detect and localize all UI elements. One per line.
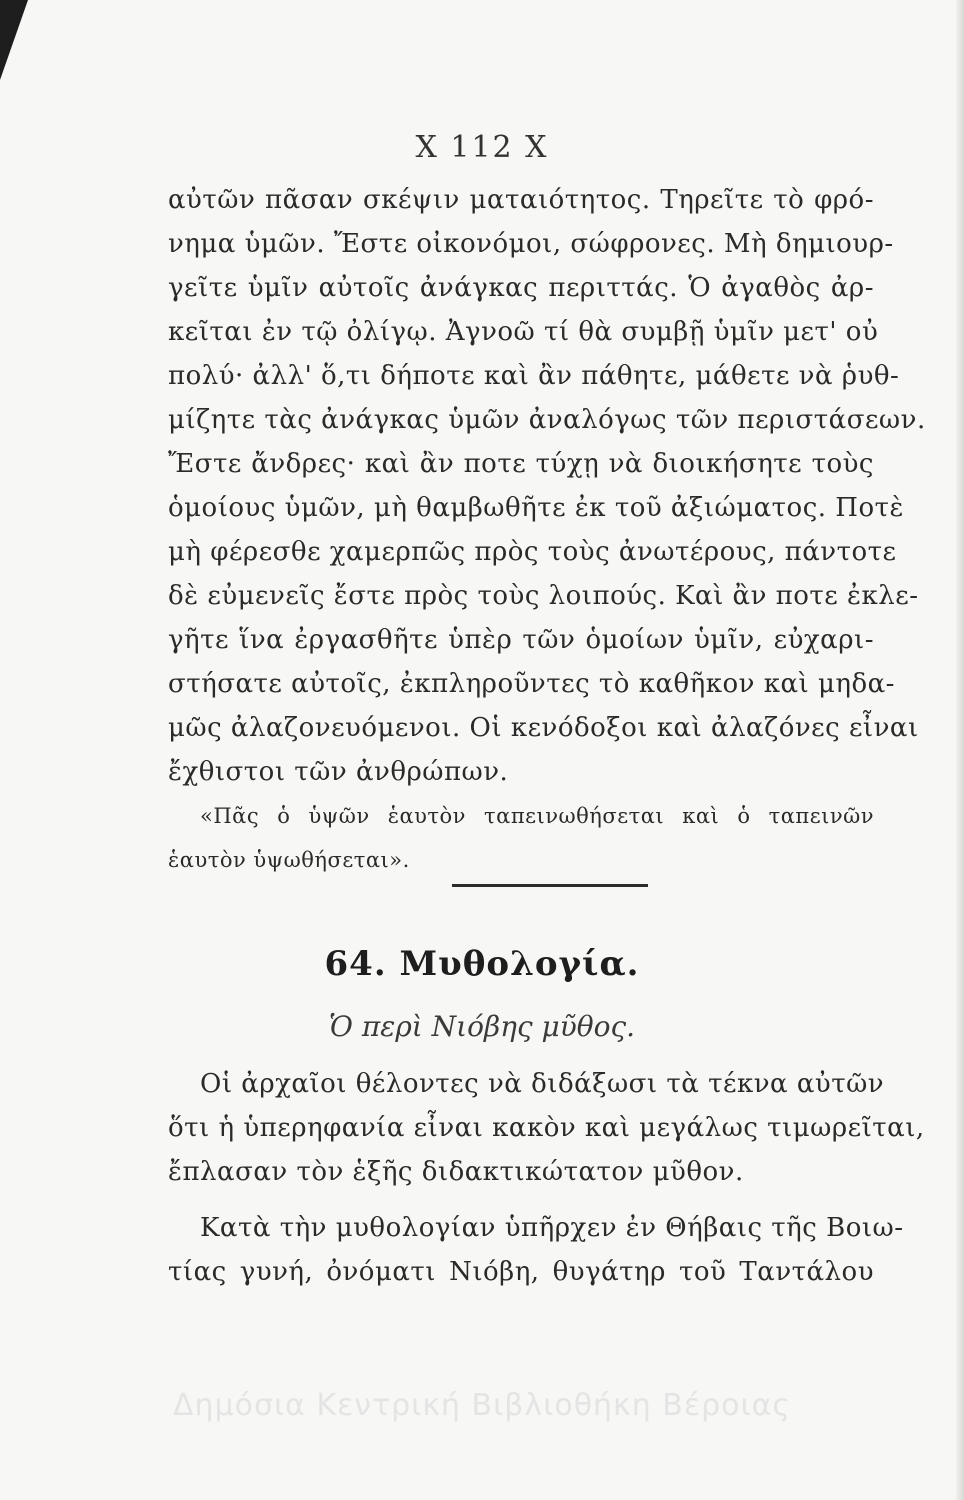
text-line: ἔπλασαν τὸν ἑξῆς διδακτικώτατον μῦθον. bbox=[168, 1157, 744, 1187]
section-subtitle: Ὁ περὶ Νιόβης μῦθος. bbox=[328, 1010, 636, 1043]
text-line: Κατὰ τὴν μυθολογίαν ὑπῆρχεν ἐν Θήβαις τῆς Βοιω- bbox=[200, 1213, 904, 1243]
paragraph-1 bbox=[168, 178, 926, 882]
text-line: μῶς ἀλαζονευόμενοι. Οἱ κενόδοξοι καὶ ἀλαζόνες εἶναι bbox=[168, 713, 919, 743]
text-line: Ἔστε ἄνδρες· καὶ ἂν ποτε τύχῃ νὰ διοικήσητε τοὺς bbox=[168, 449, 874, 479]
section-divider bbox=[452, 884, 648, 887]
text-line: τίας γυνή, ὀνόματι Νιόβη, θυγάτηρ τοῦ Ταντάλου bbox=[168, 1257, 874, 1287]
text-line: Οἱ ἀρχαῖοι θέλοντες νὰ διδάξωσι τὰ τέκνα αὐτῶν bbox=[200, 1069, 885, 1099]
text-line: κεῖται ἐν τῷ ὀλίγῳ. Ἀγνοῶ τί θὰ συμβῇ ὑμῖν μετ' οὐ bbox=[168, 317, 879, 347]
text-line: δὲ εὐμενεῖς ἔστε πρὸς τοὺς λοιπούς. Καὶ ἂν ποτε ἐκλε- bbox=[168, 581, 919, 611]
page-edge-shadow bbox=[956, 0, 964, 1500]
text-line: γῆτε ἵνα ἐργασθῆτε ὑπὲρ τῶν ὁμοίων ὑμῖν, εὐχαρι- bbox=[168, 625, 874, 655]
paragraph-gap bbox=[168, 1194, 874, 1206]
paragraph-2 bbox=[168, 1062, 925, 1294]
text-line: ὅτι ἡ ὑπερηφανία εἶναι κακὸν καὶ μεγάλως τιμωρεῖται, bbox=[168, 1113, 925, 1143]
quote-line: ἑαυτὸν ὑψωθήσεται». bbox=[168, 848, 410, 872]
text-line: μίζητε τὰς ἀνάγκας ὑμῶν ἀναλόγως τῶν περιστάσεων. bbox=[168, 405, 926, 435]
text-line: γεῖτε ὑμῖν αὐτοῖς ἀνάγκας περιττάς. Ὁ ἀγαθὸς ἀρ- bbox=[168, 273, 874, 303]
page-corner-shadow bbox=[0, 0, 28, 80]
quote-line: «Πᾶς ὁ ὑψῶν ἑαυτὸν ταπεινωθήσεται καὶ ὁ ταπεινῶν bbox=[200, 804, 874, 828]
library-watermark: Δημόσια Κεντρική Βιβλιοθήκη Βέροιας bbox=[172, 1388, 792, 1423]
section-title: 64. Μυθολογία. bbox=[324, 944, 640, 984]
text-line: πολύ· ἀλλ' ὅ,τι δήποτε καὶ ἂν πάθητε, μάθετε νὰ ῥυθ- bbox=[168, 361, 900, 391]
text-line: στήσατε αὐτοῖς, ἐκπληροῦντες τὸ καθῆκον καὶ μηδα- bbox=[168, 669, 895, 699]
text-line: μὴ φέρεσθε χαμερπῶς πρὸς τοὺς ἀνωτέρους, πάντοτε bbox=[168, 537, 897, 567]
text-line: ὁμοίους ὑμῶν, μὴ θαμβωθῆτε ἐκ τοῦ ἀξιώματος. Ποτὲ bbox=[168, 493, 904, 523]
page-number-header: Χ 112 Χ bbox=[415, 130, 549, 165]
text-line: νημα ὑμῶν. Ἔστε οἰκονόμοι, σώφρονες. Μὴ δημιουρ- bbox=[168, 229, 894, 259]
text-line: αὐτῶν πᾶσαν σκέψιν ματαιότητος. Τηρεῖτε τὸ φρό- bbox=[168, 185, 874, 215]
text-line: ἔχθιστοι τῶν ἀνθρώπων. bbox=[168, 757, 509, 787]
